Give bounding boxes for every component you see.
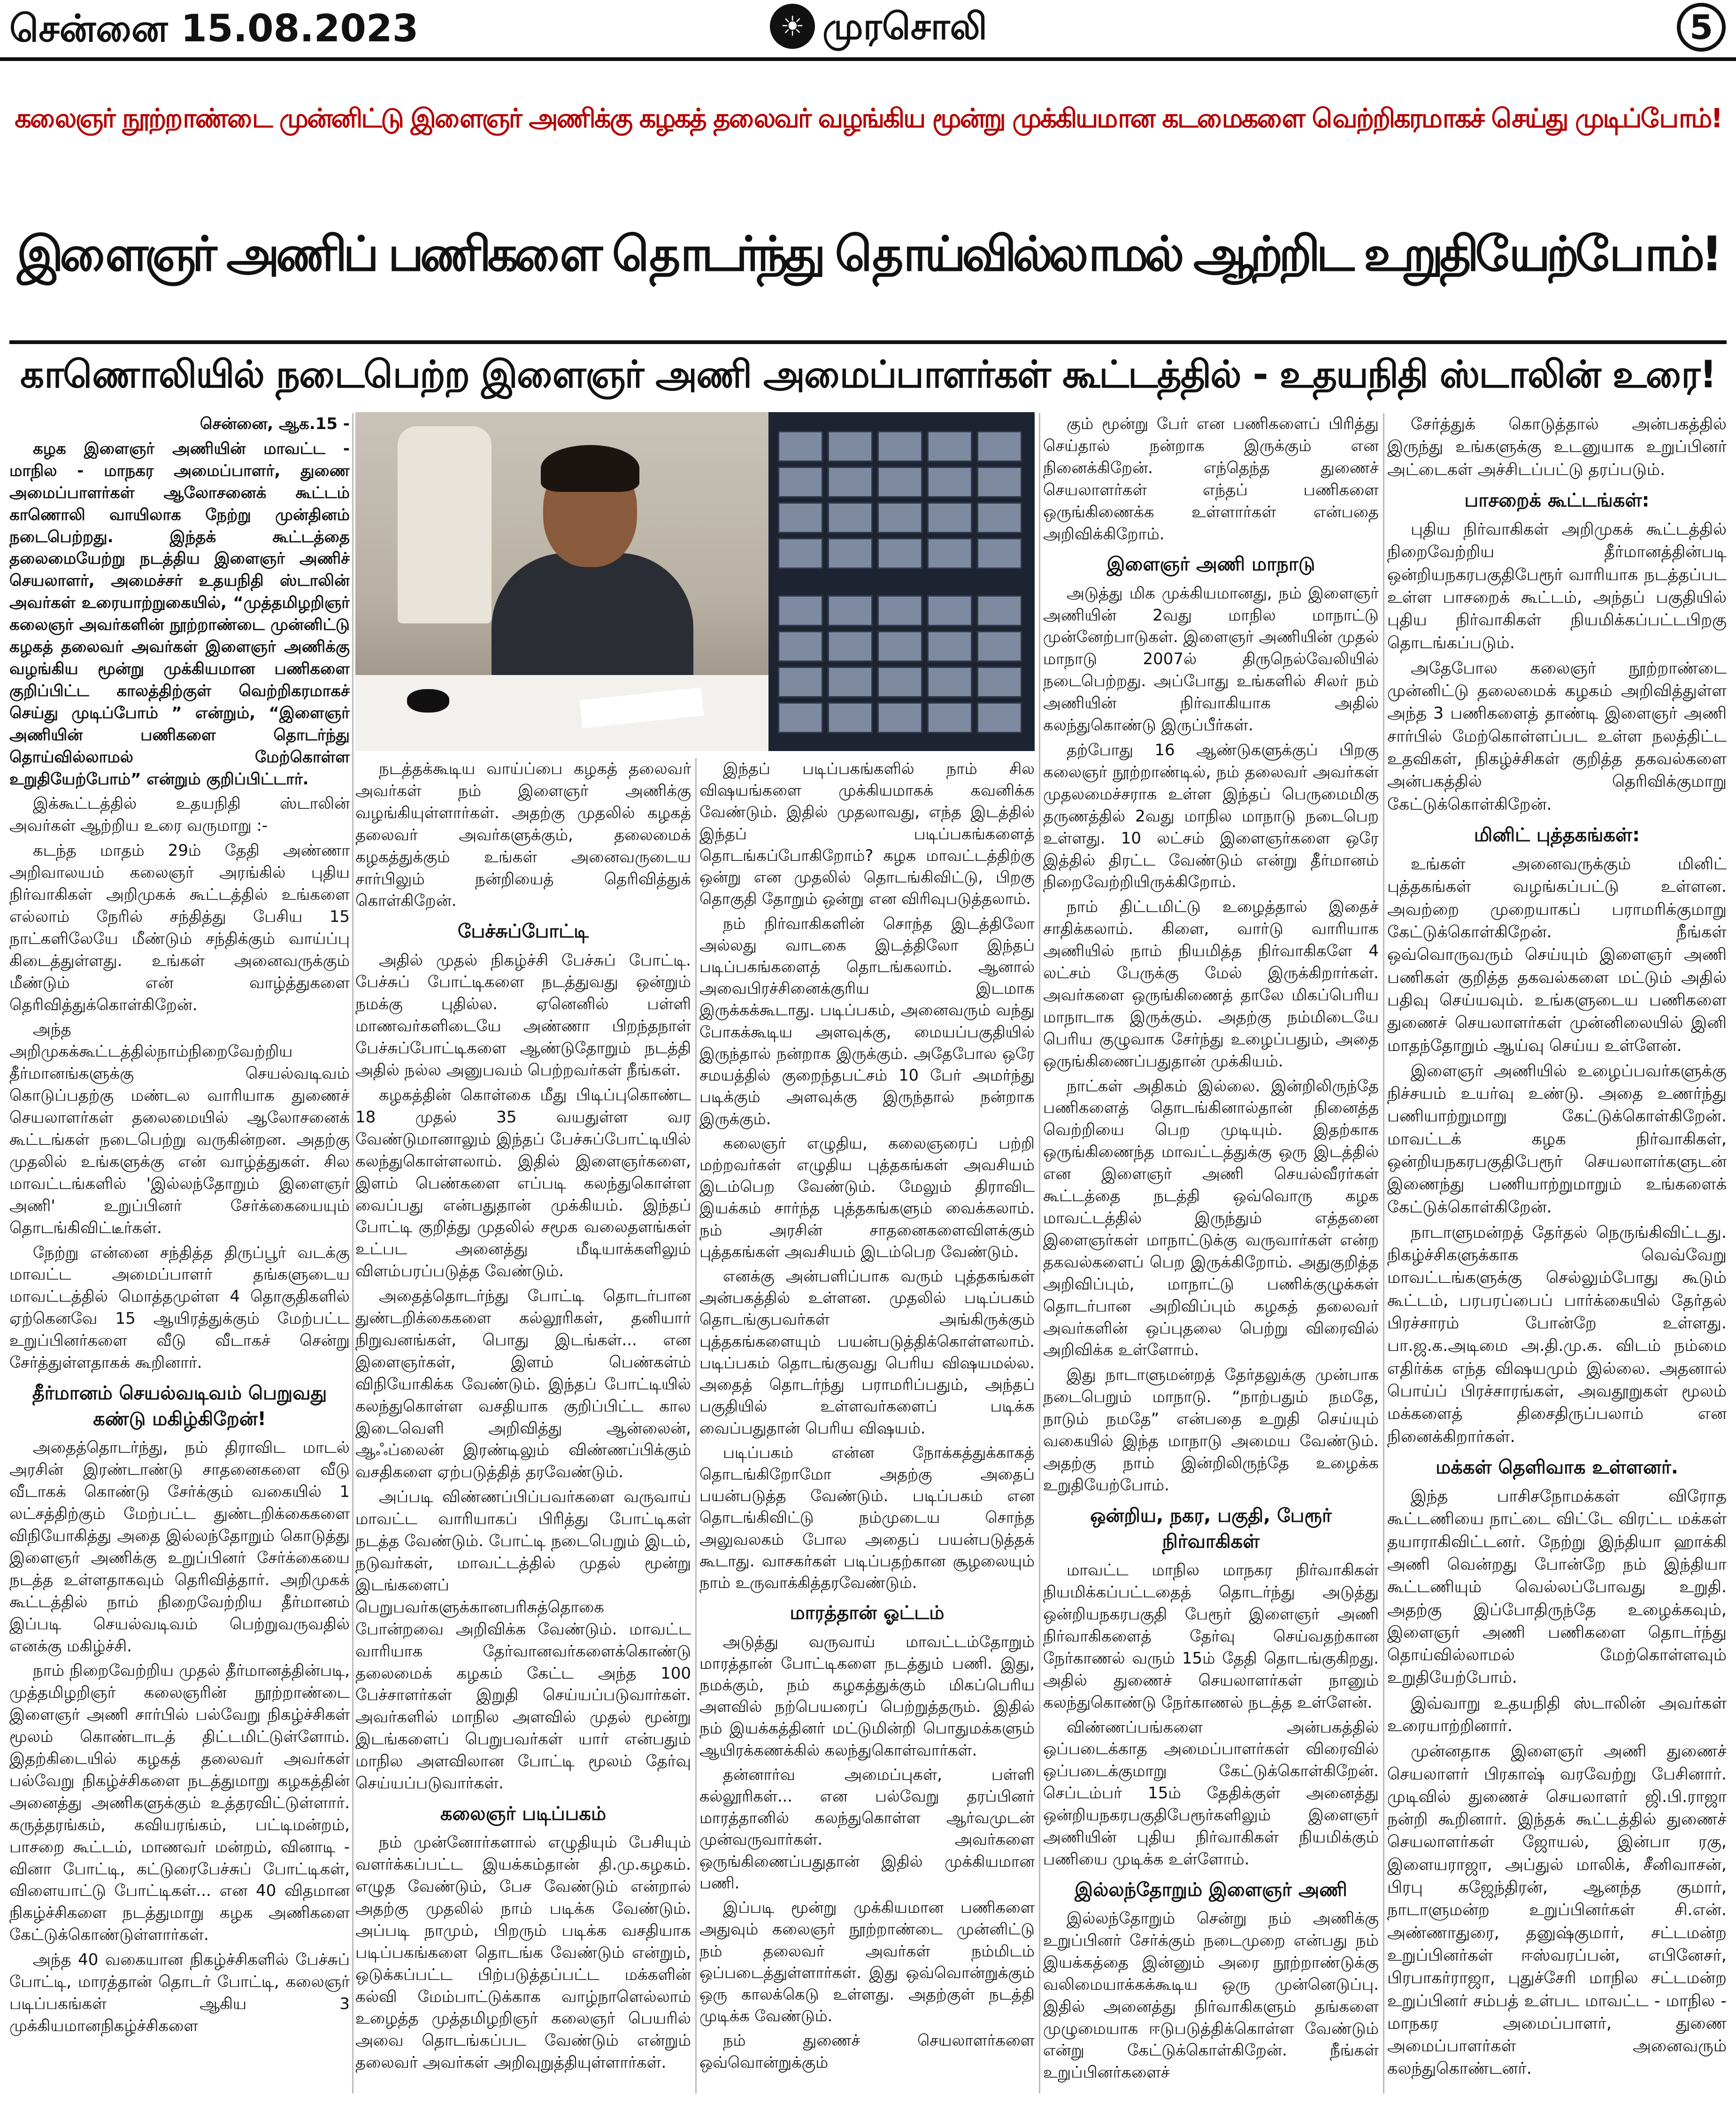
article-paragraph: தற்போது 16 ஆண்டுகளுக்குப் பிறகு கலைஞர் நூற்றாண்டில், நம் தலைவர் அவர்கள் முதலமைச்சராக உள்ள இந்தப் பெருமைமிகு தருணத்தில் 2வது மாநில மாநாடு நடைபெற உள்ளது. 10 லட்சம் இளைஞர்களை ஒரே இத்தில் திரட்ட வேண்டும் என்று தீர்மானம் நிறைவேற்றியிருக்கிறோம்.	[1043, 740, 1379, 892]
article-paragraph: கலைஞர் எழுதிய, கலைஞரைப் பற்றி மற்றவர்கள் எழுதிய புத்தகங்கள் அவசியம் இடம்பெற வேண்டும். மேலும் திராவிட இயக்கம் சார்ந்த புத்தகங்களும் வைக்கலாம். நம் அரசின் சாதனைகளைவிளக்கும் புத்தகங்கள் அவசியம் இடம்பெற வேண்டும்.	[699, 1134, 1035, 1261]
article-paragraph: நாம் நிறைவேற்றிய முதல் தீர்மானத்தின்படி, முத்தமிழறிஞர் கலைஞரின் நூற்றாண்டை இளைஞர் அணி சார்பில் பல்வேறு நிகழ்ச்சிகள் மூலம் கொண்டாடத் திட்டமிட்டுள்ளோம். இதற்கிடையில் கழகத் தலைவர் அவர்கள் பல்வேறு நிகழ்ச்சிகளை நடத்துமாறு கழகத்தின் அனைத்து அணிகளுக்கும் உத்தரவிட்டுள்ளார். கருத்தரங்கம், கவியரங்கம், பட்டிமன்றம், பாசறை கூட்டம், மாணவர் மன்றம், வினாடி - வினா போட்டி, கட்டுரைபேச்சுப் போட்டிகள், விளையாட்டு போட்டிகள்... என 40 விதமான நிகழ்ச்சிகளை நடத்துமாறு கழக அணிகளை கேட்டுக்கொண்டுள்ளார்கள்.	[9, 1661, 350, 1945]
video-tile	[828, 595, 873, 626]
video-tile	[828, 631, 873, 662]
video-tile	[828, 538, 873, 569]
video-tile	[977, 667, 1022, 698]
article-paragraph: அதைத்தொடர்ந்து போட்டி தொடர்பான துண்டறிக்கைகளை கல்லூரிகள், தனியார் நிறுவனங்கள், பொது இடங்கள்... என இளைஞர்கள், இளம் பெண்கள்ம் விநியோகிக்க வேண்டும். இந்தப் போட்டியில் கலந்துகொள்ள வசதியாக குறிப்பிட்ட கால இடைவெளி அறிவித்து ஆன்லைன், ஆஃப்லைன் இரண்டிலும் விண்ணப்பிக்கும் வசதிகளை ஏற்படுத்தித் தரவேண்டும்.	[355, 1287, 691, 1482]
article-paragraph: இளைஞர் அணியில் உழைப்பவர்களுக்கு நிச்சயம் உயர்வு உண்டு. அதை உணர்ந்து பணியாற்றுமாறு கேட்டுக்கொள்கிறேன். மாவட்டக் கழக நிர்வாகிகள், ஒன்றியநகரபகுதிபேரூர் செயலாளர்களுடன் இணைந்து பணியாற்றுமாறும் உங்களைக் கேட்டுக்கொள்கிறேன்.	[1387, 1061, 1727, 1217]
article-column-1	[9, 413, 350, 2094]
video-tile	[927, 502, 972, 533]
kicker-headline: கலைஞர் நூற்றாண்டை முன்னிட்டு இளைஞர் அணிக்கு கழகத் தலைவர் வழங்கிய மூன்று முக்கியமான கடமைகளை வெற்றிகரமாகச் செய்து முடிப்போம்!	[15, 103, 1721, 134]
video-tile	[778, 595, 823, 626]
article-paragraph: அதைத்தொடர்ந்து, நம் திராவிட மாடல் அரசின் இரண்டாண்டு சாதனைகளை வீடு வீடாகக் கொண்டு சேர்க்கும் வகையில் 1 லட்சத்திற்கும் மேற்பட்ட துண்டறிக்கைகளை விநியோகித்து அதை இல்லந்தோறும் கொடுத்து இளைஞர் அணிக்கு உறுப்பினர் சேர்க்கையை நடத்த உள்ளதாகவும் தெரிவித்தார். அறிமுகக் கூட்டத்தில் நாம் நிறைவேற்றிய தீர்மானம் இப்படி செயல்வடிவம் பெற்றுவருவதில் எனக்கு மகிழ்ச்சி.	[9, 1438, 350, 1656]
column-divider	[1383, 413, 1384, 2094]
article-paragraph: அதேபோல கலைஞர் நூற்றாண்டை முன்னிட்டு தலைமைக் கழகம் அறிவித்துள்ள அந்த 3 பணிகளைத் தாண்டி இளைஞர் அணி சார்பில் மேற்கொள்ளப்பட உள்ள நலத்திட்ட உதவிகள், நிகழ்ச்சிகள் குறித்த தகவல்களை அன்பகத்தில் தெரிவிக்குமாறு கேட்டுக்கொள்கிறேன்.	[1387, 659, 1727, 814]
article-paragraph: எனக்கு அன்பளிப்பாக வரும் புத்தகங்கள் அன்பகத்தில் உள்ளன. முதலில் படிப்பகம் தொடங்குபவர்கள் அங்கிருக்கும் புத்தகங்களையும் பயன்படுத்திக்கொள்ளலாம். படிப்பகம் தொடங்குவது பெரிய விஷயமல்ல. அதைத் தொடர்ந்து பராமரிப்பதும், அந்தப் பகுதியில் உள்ளவர்களைப் படிக்க வைப்பதுதான் பெரிய விஷயம்.	[699, 1267, 1035, 1437]
video-tile	[877, 667, 922, 698]
video-tile	[977, 431, 1022, 462]
video-tile	[828, 431, 873, 462]
article-paragraph: நாம் திட்டமிட்டு உழைத்தால் இதைச் சாதிக்கலாம். கிளை, வார்டு வாரியாக அணியில் நாம் நியமித்த நிர்வாகிகளே 4 லட்சம் பேருக்கு மேல் இருக்கிறார்கள். அவர்களை ஒருங்கிணைத் தாலே மிகப்பெரிய மாநாடாக இருக்கும். அதற்கு நம்மிடையே பெரிய குழுவாக சேர்ந்து உழைப்பதும், அதை ஒருங்கிணைப்பதுதான் முக்கியம்.	[1043, 898, 1379, 1071]
article-paragraph: மாவட்ட மாநில மாநகர நிர்வாகிகள் நியமிக்கப்பட்டதைத் தொடர்ந்து அடுத்து ஒன்றியநகரபகுதி பேரூர் இளைஞர் அணி நிர்வாகிகளைத் தேர்வு செய்வதற்கான நேர்காணல் வரும் 15ம் தேதி தொடங்குகிறது. அதில் துணைச் செயலாளர்கள் நானும் கலந்துகொண்டு நேர்காணல் நடத்த உள்ளேன்.	[1043, 1561, 1379, 1712]
section-heading: இல்லந்தோறும் இளைஞர் அணி	[1075, 1879, 1347, 1901]
video-tile	[877, 467, 922, 498]
video-tile	[828, 702, 873, 733]
video-tile	[927, 595, 972, 626]
video-tile	[927, 467, 972, 498]
article-paragraph: அடுத்து மிக முக்கியமானது, நம் இளைஞர் அணியின் 2வது மாநில மாநாட்டு முன்னேற்பாடுகள். இளைஞர் அணியின் முதல் மாநாடு 2007ல் திருநெல்வேலியில் நடைபெற்றது. அப்போது உங்களில் சிலர் நம் அணியின் நிர்வாகியாக அதில் கலந்துகொண்டு இருப்பீர்கள்.	[1043, 583, 1379, 735]
video-tile	[977, 502, 1022, 533]
photo-desk	[355, 675, 768, 751]
video-tile	[977, 631, 1022, 662]
article-paragraph: நாடாளுமன்றத் தேர்தல் நெருங்கிவிட்டது. நிகழ்ச்சிகளுக்காக வெவ்வேறு மாவட்டங்களுக்கு செல்லும்போது கூடும் கூட்டம், பரபரப்பைப் பார்க்கையில் தேர்தல் பிரச்சாரம் போன்றே உள்ளது. பா.ஜ.க.அடிமை அ.தி.மு.க. விடம் நம்மை எதிர்க்க எந்த விஷயமும் இல்லை. அதனால் பொய்ப் பிரச்சாரங்கள், அவதூறுகள் மூலம் மக்களைத் திசைதிருப்பலாம் என நினைக்கிறார்கள்.	[1387, 1223, 1727, 1446]
video-tile	[877, 702, 922, 733]
video-tile	[828, 502, 873, 533]
section-heading: மினிட் புத்தகங்கள்:	[1474, 824, 1640, 846]
section-heading: பேச்சுப்போட்டி	[458, 921, 589, 943]
main-headline: இளைஞர் அணிப் பணிகளை தொடர்ந்து தொய்வில்லாமல் ஆற்றிட உறுதியேற்போம்!	[17, 226, 1719, 282]
video-tile	[977, 702, 1022, 733]
article-paragraph: இவ்வாறு உதயநிதி ஸ்டாலின் அவர்கள் உரையாற்றினார்.	[1387, 1694, 1727, 1735]
video-tile	[778, 538, 823, 569]
article-paragraph: அப்படி விண்ணப்பிப்பவர்களை வருவாய் மாவட்ட வாரியாகப் பிரித்து போட்டிகள் நடத்த வேண்டும். போட்டி நடைபெறும் இடம், நடுவர்கள், மாவட்டத்தில் முதல் மூன்று இடங்களைப் பெறுபவர்களுக்கானபரிசுத்தொகை போன்றவை அறிவிக்க வேண்டும். மாவட்ட வாரியாக தேர்வானவர்களைக்கொண்டு தலைமைக் கழகம் கேட்ட அந்த 100 பேச்சாளர்கள் இறுதி செய்யப்படுவார்கள். அவர்களில் மாநில அளவில் முதல் மூன்று இடங்களைப் பெறுபவர்கள் யார் என்பதும் மாநில அளவிலான போட்டி மூலம் தேர்வு செய்யப்படுவார்கள்.	[355, 1488, 691, 1793]
section-heading: ஒன்றிய, நகர, பகுதி, பேரூர் நிர்வாகிகள்	[1090, 1504, 1332, 1552]
masthead-city-date: சென்னை 15.08.2023	[9, 7, 419, 50]
article-paragraph: புதிய நிர்வாகிகள் அறிமுகக் கூட்டத்தில் நிறைவேற்றிய தீர்மானத்தின்படி ஒன்றியநகரபகுதிபேரூர் வாரியாக நடத்தப்பட உள்ள பாசறைக் கூட்டம், அந்தப் பகுதியில் புதிய நிர்வாகிகள் நியமிக்கப்பட்டபிறகு தொடங்கப்படும்.	[1387, 520, 1727, 652]
article-paragraph: நம் துணைச் செயலாளர்களை ஒவ்வொன்றுக்கும்	[699, 2031, 1035, 2071]
article-column-3	[699, 758, 1035, 2094]
rising-sun-icon: ☀	[780, 10, 805, 42]
article-paragraph: இல்லந்தோறும் சென்று நம் அணிக்கு உறுப்பினர் சேர்க்கும் நடைமுறை என்பது நம் இயக்கத்தை இன்னும் அரை நூற்றாண்டுக்கு வலிமையாக்கக்கூடிய ஒரு முன்னெடுப்பு. இதில் அனைத்து நிர்வாகிகளும் தங்களை முழுமையாக ஈடுபடுத்திக்கொள்ள வேண்டும் என்று கேட்டுக்கொள்கிறேன். நீங்கள் உறுப்பினர்களைச்	[1043, 1909, 1379, 2082]
article-paragraph: முன்னதாக இளைஞர் அணி துணைச் செயலாளர் பிரகாஷ் வரவேற்று பேசினார். முடிவில் துணைச் செயலாளர் ஜி.பி.ராஜா நன்றி கூறினார். இந்தக் கூட்டத்தில் துணைச் செயலாளர்கள் ஜோயல், இன்பா ரகு, இளையராஜா, அப்துல் மாலிக், சீனிவாசன், பிரபு கஜேந்திரன், ஆனந்த குமார், நாடாளுமன்ற உறுப்பினர்கள் சி.என். அண்ணாதுரை, தனுஷ்குமார், சட்டமன்ற உறுப்பினர்கள் ஈஸ்வரப்பன், எபினேசர், பிரபாகர்ராஜா, புதுச்சேரி மாநில சட்டமன்ற உறுப்பினர் சம்பத் உள்பட மாவட்ட - மாநில - மாநகர அமைப்பாளர், துணை அமைப்பாளர்கள் அனைவரும் கலந்துகொண்டனர்.	[1387, 1742, 1727, 2079]
article-column-4	[1043, 413, 1379, 2094]
video-tile	[877, 631, 922, 662]
article-paragraph: தன்னார்வ அமைப்புகள், பள்ளி கல்லூரிகள்... என பல்வேறு தரப்பினர் மாரத்தானில் கலந்துகொள்ள ஆர்வமுடன் முன்வருவார்கள். அவர்களை ஒருங்கிணைப்பதுதான் இதில் முக்கியமான பணி.	[699, 1765, 1035, 1892]
article-lead: கழக இளைஞர் அணியின் மாவட்ட - மாநில - மாநகர அமைப்பாளர், துணை அமைப்பாளர்கள் ஆலோசனைக் கூட்டம் காணொலி வாயிலாக நேற்று முன்தினம் நடைபெற்றது. இந்தக் கூட்டத்தை தலைமையேற்று நடத்திய இளைஞர் அணிச் செயலாளர், அமைச்சர் உதயநிதி ஸ்டாலின் அவர்கள் உரையாற்றுகையில், “முத்தமிழறிஞர் கலைஞர் அவர்களின் நூற்றாண்டை முன்னிட்டு கழகத் தலைவர் அவர்கள் இளைஞர் அணிக்கு வழங்கிய மூன்று முக்கியமான பணிகளை குறிப்பிட்ட காலத்திற்குள் வெற்றிகரமாகச் செய்து முடிப்போம் ” என்றும், “இளைஞர் அணியின் பணிகளை தொடர்ந்து தொய்வில்லாமல் மேற்கொள்ள உறுதியேற்போம்” என்றும் குறிப்பிட்டார்.	[9, 439, 350, 789]
article-paragraph: நாட்கள் அதிகம் இல்லை. இன்றிலிருந்தே பணிகளைத் தொடங்கினால்தான் நினைத்த வெற்றியை பெற முடியும். இதற்காக ஒருங்கிணைந்த மாவட்டத்துக்கு ஒரு இடத்தில் என இளைஞர் அணி செயல்வீரர்கள் கூட்டத்தை நடத்தி ஒவ்வொரு கழக மாவட்டத்தில் இருந்தும் எத்தனை இளைஞர்கள் மாநாட்டுக்கு வருவார்கள் என்ற தகவல்களைப் பெற இருக்கிறோம். அதுகுறித்த அறிவிப்பும், மாநாட்டு பணிக்குழுக்கள் தொடர்பான அறிவிப்பும் கழகத் தலைவர் அவர்களின் ஒப்புதலை பெற்று விரைவில் அறிவிக்க உள்ளோம்.	[1043, 1076, 1379, 1360]
video-tile	[927, 538, 972, 569]
video-tile	[977, 538, 1022, 569]
article-paragraph: அதில் முதல் நிகழ்ச்சி பேச்சுப் போட்டி. பேச்சுப் போட்டிகளை நடத்துவது ஒன்றும் நமக்கு புதில்ல. ஏனெனில் பள்ளி மாணவர்களிடையே அண்ணா பிறந்தநாள் பேச்சுப்போட்டிகளை ஆண்டுதோறும் நடத்தி அதில் நல்ல அனுபவம் பெற்றவர்கள் நீங்கள்.	[355, 951, 691, 1080]
article-paragraph: இந்த பாசிசநோமக்கள் விரோத கூட்டணியை நாட்டை விட்டே விரட்ட மக்கள் தயாராகிவிட்டனர். நேற்று இந்தியா ஹாக்கி அணி வென்றது போன்றே நம் இந்தியா கூட்டணியும் வெல்லப்போவது உறுதி. அதற்கு இப்போதிருந்தே உழைக்கவும், இளைஞர் அணி பணிகளை தொடர்ந்து தொய்வில்லாமல் மேற்கொள்ளவும் உறுதியேற்போம்.	[1387, 1487, 1727, 1688]
article-paragraph: நேற்று என்னை சந்தித்த திருப்பூர் வடக்கு மாவட்ட அமைப்பாளர் தங்களுடைய மாவட்டத்தில் மொத்தமுள்ள 4 தொகுதிகளில் ஏற்கெனவே 15 ஆயிரத்துக்கும் மேற்பட்ட உறுப்பினர்களை வீடு வீடாகச் சென்று சேர்த்துள்ளதாகக் கூறினார்.	[9, 1243, 350, 1373]
video-tile	[927, 702, 972, 733]
article-paragraph: கடந்த மாதம் 29ம் தேதி அண்ணா அறிவாலயம் கலைஞர் அரங்கில் புதிய நிர்வாகிகள் அறிமுகக் கூட்டத்தில் உங்களை எல்லாம் நேரில் சந்தித்து பேசிய 15 நாட்களிலேயே மீண்டும் சந்திக்கும் வாய்ப்பு கிடைத்துள்ளது. உங்கள் அனைவருக்கும் மீண்டும் என் வாழ்த்துகளை தெரிவித்துக்கொள்கிறேன்.	[9, 841, 350, 1014]
article-paragraph: கும் மூன்று பேர் என பணிகளைப் பிரித்து செய்தால் நன்றாக இருக்கும் என நினைக்கிறேன். எந்தெந்த துணைச் செயலாளர்கள் எந்தப் பணிகளை ஒருங்கிணைக்க உள்ளார்கள் என்பதை அறிவிக்கிறோம்.	[1043, 414, 1379, 544]
photo-chair	[398, 426, 492, 623]
photo-person-hair	[541, 445, 639, 492]
article-column-5	[1387, 413, 1727, 2094]
video-tile	[977, 595, 1022, 626]
video-tile	[877, 502, 922, 533]
article-paragraph: இப்படி மூன்று முக்கியமான பணிகளை அதுவும் கலைஞர் நூற்றாண்டை முன்னிட்டு நம் தலைவர் அவர்கள் நம்மிடம் ஒப்படைத்துள்ளார்கள். இது ஒவ்வொன்றுக்கும் ஒரு காலக்கெடு உள்ளது. அதற்குள் நடத்தி முடிக்க வேண்டும்.	[699, 1898, 1035, 2025]
article-paragraph: உங்கள் அனைவருக்கும் மினிட் புத்தகங்கள் வழங்கப்பட்டு உள்ளன. அவற்றை முறையாகப் பராமரிக்குமாறு கேட்டுக்கொள்கிறேன். நீங்கள் ஒவ்வொருவரும் செய்யும் இளைஞர் அணி பணிகள் குறித்த தகவல்களை மட்டும் அதில் பதிவு செய்யவும். உங்களுடைய பணிகளை துணைச் செயலாளர்கள் முன்னிலையில் இனி மாதந்தோறும் ஆய்வு செய்ய உள்ளேன்.	[1387, 855, 1727, 1055]
article-paragraph: நம் முன்னோர்களால் எழுதியும் பேசியும் வளர்க்கப்பட்ட இயக்கம்தான் தி.மு.கழகம். எழுத வேண்டும், பேச வேண்டும் என்றால் அதற்கு முதலில் நாம் படிக்க வேண்டும். அப்படி நாமும், பிறரும் படிக்க வசதியாக படிப்பகங்களை தொடங்க வேண்டும் என்றும், ஒடுக்கப்பட்ட பிற்படுத்தப்பட்ட மக்களின் கல்வி மேம்பாட்டுக்காக வாழ்நாளெல்லாம் உழைத்த முத்தமிழறிஞர் கலைஞர் பெயரில் அவை தொடங்கப்பட வேண்டும் என்றும் தலைவர் அவர்கள் அறிவுறுத்தியுள்ளார்கள்.	[355, 1833, 691, 2072]
column-divider	[1039, 413, 1040, 2094]
video-tile	[877, 595, 922, 626]
video-tile	[927, 631, 972, 662]
video-tile	[778, 431, 823, 462]
sub-headline: காணொலியில் நடைபெற்ற இளைஞர் அணி அமைப்பாளர்கள் கூட்டத்தில் - உதயநிதி ஸ்டாலின் உரை!	[20, 353, 1716, 396]
article-paragraph: அந்த 40 வகையான நிகழ்ச்சிகளில் பேச்சுப் போட்டி, மாரத்தான் தொடர் போட்டி, கலைஞர் படிப்பகங்கள் ஆகிய 3 முக்கியமானநிகழ்ச்சிகளை	[9, 1950, 350, 2035]
section-heading: மக்கள் தெளிவாக உள்ளனர்.	[1436, 1456, 1678, 1478]
masthead-rule	[0, 57, 1736, 61]
article-paragraph: நம் நிர்வாகிகளின் சொந்த இடத்திலோ அல்லது வாடகை இடத்திலோ இந்தப் படிப்பகங்களைத் தொடங்கலாம். ஆனால் அவைபிரச்சினைக்குரிய இடமாக இருக்கக்கூடாது. படிப்பகம், அனைவரும் வந்து போகக்கூடிய அளவுக்கு, மையப்பகுதியில் இருந்தால் நன்றாக இருக்கும். அதேபோல ஒரே சமயத்தில் குறைந்தபட்சம் 10 பேர் அமர்ந்து படிக்கும் அளவுக்கு இருந்தால் நன்றாக இருக்கும்.	[699, 914, 1035, 1128]
video-tile	[927, 431, 972, 462]
photo-mouse	[407, 689, 449, 713]
article-paragraph: அந்த அறிமுகக்கூட்டத்தில்நாம்நிறைவேற்றிய தீர்மானங்களுக்கு செயல்வடிவம் கொடுப்பதற்கு மண்டல வாரியாக துணைச் செயலாளர்கள் தலைமையில் ஆலோசனைக் கூட்டங்கள் நடைபெற்று வருகின்றன. அதற்கு முதலில் உங்களுக்கு என் வாழ்த்துகள். சில மாவட்டங்களில் 'இல்லந்தோறும் இளைஞர் அணி' உறுப்பினர் சேர்க்கையையும் தொடங்கிவிட்டீர்கள்.	[9, 1020, 350, 1237]
video-tile	[778, 631, 823, 662]
headline-rule	[9, 340, 1727, 344]
article-paragraph: படிப்பகம் என்ன நோக்கத்துக்காகத் தொடங்கிறோமோ அதற்கு அதைப் பயன்படுத்த வேண்டும். படிப்பகம் என தொடங்கிவிட்டு நம்முடைய சொந்த அலுவலகம் போல அதைப் பயன்படுத்தக் கூடாது. வாசகர்கள் படிப்பதற்கான சூழலையும் நாம் உருவாக்கித்தரவேண்டும்.	[699, 1443, 1035, 1592]
page-number: 5	[1677, 3, 1726, 52]
article-paragraph: கழகத்தின் கொள்கை மீது பிடிப்புகொண்ட 18 முதல் 35 வயதுள்ள வர வேண்டுமானாலும் இந்தப் பேச்சுப்போட்டியில் கலந்துகொள்ளலாம். இதில் இளைஞர்களை, இளம் பெண்களை எப்படி கலந்துகொள்ள வைப்பது என்பதுதான் முக்கியம். இந்தப் போட்டி குறித்து முதலில் சமூக வலைதளங்கள் உட்பட அனைத்து மீடியாக்களிலும் விளம்பரப்படுத்த வேண்டும்.	[355, 1085, 691, 1281]
video-tile	[828, 667, 873, 698]
article-paragraph: இந்தப் படிப்பகங்களில் நாம் சில விஷயங்களை முக்கியமாகக் கவனிக்க வேண்டும். இதில் முதலாவது, எந்த இடத்தில் இந்தப் படிப்பகங்களைத் தொடங்கப்போகிறோம்? கழக மாவட்டத்திற்கு ஒன்று என முதலில் தொடங்கிவிட்டு, பிறகு தொகுதி தோறும் ஒன்று என விரிவுபடுத்தலாம்.	[699, 759, 1035, 908]
masthead-paper-name: முரசொலி	[822, 6, 987, 48]
section-heading: பாசறைக் கூட்டங்கள்:	[1464, 489, 1650, 511]
video-tile	[778, 502, 823, 533]
masthead	[0, 0, 1736, 56]
article-paragraph: இது நாடாளுமன்றத் தேர்தலுக்கு முன்பாக நடைபெறும் மாநாடு. “நாற்பதும் நமதே, நாடும் நமதே” என்பதை உறுதி செய்யும் வகையில் இந்த மாநாடு அமைய வேண்டும். அதற்கு நாம் இன்றிலிருந்தே உழைக்க உறுதியேற்போம்.	[1043, 1366, 1379, 1495]
article-paragraph: விண்ணப்பங்களை அன்பகத்தில் ஒப்படைக்காத அமைப்பாளர்கள் விரைவில் ஒப்படைக்குமாறு கேட்டுக்கொள்கிறேன். செப்டம்பர் 15ம் தேதிக்குள் அனைத்து ஒன்றியநகரபகுதிபேரூர்களிலும் இளைஞர் அணியின் புதிய நிர்வாகிகள் நியமிக்கும் பணியை முடிக்க உள்ளோம்.	[1043, 1718, 1379, 1869]
video-tile	[977, 467, 1022, 498]
video-tile	[927, 667, 972, 698]
article-paragraph: சேர்த்துக் கொடுத்தால் அன்பகத்தில் இருந்து உங்களுக்கு உடனுயாக உறுப்பினர் அட்டைகள் அச்சிடப்பட்டு தரப்படும்.	[1387, 415, 1727, 479]
section-heading: இளைஞர் அணி மாநாடு	[1106, 553, 1315, 575]
section-heading: தீர்மானம் செயல்வடிவம் பெறுவது கண்டு மகிழ்கிறேன்!	[32, 1382, 327, 1430]
video-tile	[778, 667, 823, 698]
video-tile	[778, 467, 823, 498]
video-tile	[877, 538, 922, 569]
column-divider	[695, 758, 697, 2094]
video-conference-screen	[768, 412, 1035, 751]
article-paragraph: அடுத்து வருவாய் மாவட்டம்தோறும் மாரத்தான் போட்டிகளை நடத்தும் பணி. இது, நமக்கும், நம் கழகத்துக்கும் மிகப்பெரிய அளவில் நற்பெயரைப் பெற்றுத்தரும். இதில் நம் இயக்கத்தினர் மட்டுமின்றி பொதுமக்களும் ஆயிரக்கணக்கில் கலந்துகொள்வார்கள்.	[699, 1632, 1035, 1759]
article-column-2	[355, 758, 691, 2094]
article-paragraph: இக்கூட்டத்தில் உதயநிதி ஸ்டாலின் அவர்கள் ஆற்றிய உரை வருமாறு :-	[9, 794, 350, 836]
section-heading: கலைஞர் படிப்பகம்	[440, 1803, 607, 1825]
article-dateline: சென்னை, ஆக.15 -	[200, 414, 350, 433]
video-tile	[828, 467, 873, 498]
article-paragraph: நடத்தக்கூடிய வாய்ப்பை கழகத் தலைவர் அவர்கள் நம் இளைஞர் அணிக்கு வழங்கியுள்ளார்கள். அதற்கு முதலில் கழகத் தலைவர் அவர்களுக்கும், தலைமைக் கழகத்துக்கும் உங்கள் அனைவருடைய சார்பிலும் நன்றியைத் தெரிவித்துக் கொள்கிறேன்.	[355, 759, 691, 911]
video-tile	[778, 702, 823, 733]
video-tile	[877, 431, 922, 462]
section-heading: மாரத்தான் ஓட்டம்	[790, 1602, 945, 1624]
column-divider	[352, 413, 353, 2094]
article-photo	[355, 412, 1035, 751]
